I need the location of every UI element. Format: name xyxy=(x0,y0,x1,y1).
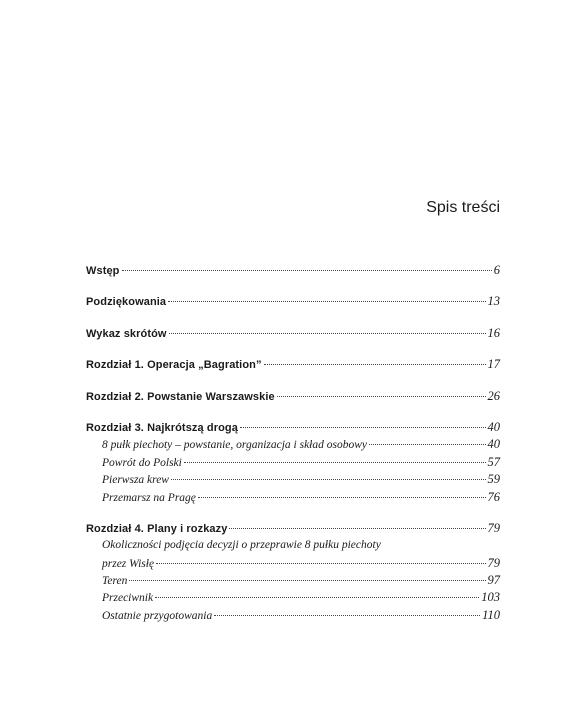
toc-page-number: 79 xyxy=(487,520,500,535)
toc-entry-title: Pierwsza krew xyxy=(102,474,169,487)
toc-entry-title: Wstęp xyxy=(86,265,120,277)
toc-page-number: 17 xyxy=(487,357,500,372)
toc-section xyxy=(86,356,500,373)
toc-entry-title: Przemarsz na Pragę xyxy=(102,491,196,504)
toc-entry-title: Przeciwnik xyxy=(102,592,154,605)
dot-leader xyxy=(156,563,485,564)
dot-leader xyxy=(198,497,486,498)
dot-leader xyxy=(171,479,486,480)
toc-chapter-entry[interactable] xyxy=(86,262,500,279)
toc-chapter-entry[interactable] xyxy=(86,419,500,436)
toc-page-number: 79 xyxy=(487,555,500,570)
toc-chapter-entry[interactable] xyxy=(86,388,500,405)
toc-entry-title: Wykaz skrótów xyxy=(86,327,167,340)
toc-section xyxy=(86,325,500,342)
toc-subsection-entry[interactable] xyxy=(86,555,500,572)
toc-subsection-entry[interactable] xyxy=(86,436,500,453)
toc-entry-title: Rozdział 1. Operacja „Bagration” xyxy=(86,359,262,372)
toc-subsection-entry[interactable] xyxy=(86,607,500,624)
toc-entry-title: Teren xyxy=(102,575,128,588)
toc-page-number: 40 xyxy=(487,437,500,452)
page-title: Spis treści xyxy=(426,199,500,216)
toc-entry-title: 8 pułk piechoty – powstanie, organizacja i skład osobowy xyxy=(102,439,368,452)
toc-section xyxy=(86,419,500,506)
toc-subsection-entry[interactable] xyxy=(86,537,500,554)
toc-section xyxy=(86,262,500,279)
toc-page-number: 76 xyxy=(487,489,500,504)
table-of-contents xyxy=(86,262,500,624)
toc-entry-title: Podziękowania xyxy=(86,296,167,309)
toc-chapter-entry[interactable] xyxy=(86,325,500,342)
toc-entry-title: Okoliczności podjęcia decyzji o przeprawie 8 pułku piechoty xyxy=(102,539,381,552)
dot-leader xyxy=(229,528,485,529)
dot-leader xyxy=(240,427,486,428)
toc-page-number: 59 xyxy=(487,472,500,487)
dot-leader xyxy=(184,462,486,463)
toc-page-number: 6 xyxy=(493,263,500,277)
toc-page-number: 103 xyxy=(481,590,500,605)
toc-chapter-entry[interactable] xyxy=(86,356,500,373)
dot-leader xyxy=(155,597,479,598)
dot-leader xyxy=(129,580,485,581)
toc-page-number: 13 xyxy=(487,294,500,309)
toc-section xyxy=(86,520,500,624)
toc-section xyxy=(86,388,500,405)
toc-subsection-entry[interactable] xyxy=(86,489,500,506)
toc-page-number: 40 xyxy=(487,419,500,434)
toc-page-number: 97 xyxy=(487,573,500,588)
toc-page-number: 16 xyxy=(487,325,500,340)
toc-entry-title: Rozdział 4. Plany i rozkazy xyxy=(86,522,228,535)
toc-section xyxy=(86,293,500,310)
dot-leader xyxy=(122,270,492,271)
toc-entry-title: Rozdział 3. Najkrótszą drogą xyxy=(86,421,238,434)
dot-leader xyxy=(277,396,486,397)
dot-leader xyxy=(214,615,480,616)
dot-leader xyxy=(169,333,486,334)
toc-chapter-entry[interactable] xyxy=(86,520,500,537)
toc-subsection-entry[interactable] xyxy=(86,454,500,471)
dot-leader xyxy=(168,301,485,302)
toc-page-number: 26 xyxy=(487,388,500,403)
dot-leader xyxy=(264,364,486,365)
toc-chapter-entry[interactable] xyxy=(86,293,500,310)
toc-entry-title: Powrót do Polski xyxy=(102,456,182,469)
toc-entry-title: przez Wisłę xyxy=(102,557,155,570)
toc-entry-title: Rozdział 2. Powstanie Warszawskie xyxy=(86,390,275,403)
toc-page-number: 110 xyxy=(482,607,500,622)
toc-page-number: 57 xyxy=(487,454,500,469)
toc-subsection-entry[interactable] xyxy=(86,471,500,488)
toc-subsection-entry[interactable] xyxy=(86,589,500,606)
toc-subsection-entry[interactable] xyxy=(86,572,500,589)
toc-entry-title: Ostatnie przygotowania xyxy=(102,609,213,622)
dot-leader xyxy=(369,444,485,445)
